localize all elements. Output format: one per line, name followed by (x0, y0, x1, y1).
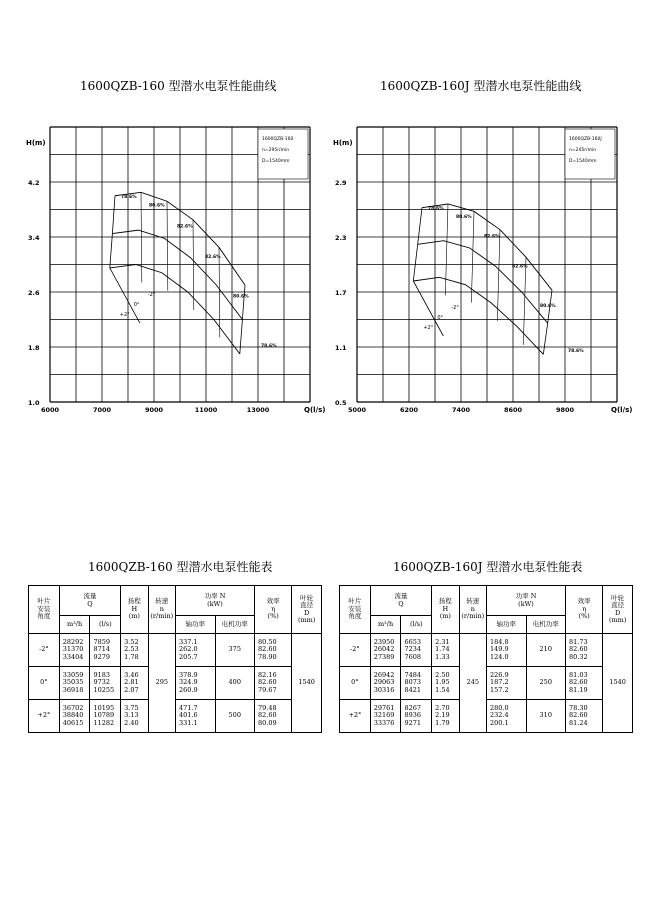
header-diameter: 叶轮 直径 D (mm) (292, 586, 322, 634)
table-row (29, 634, 322, 667)
head: 2.31 1.74 1.33 (432, 634, 459, 667)
flow-ls: 9183 9732 10255 (90, 667, 121, 700)
shaft-power: 337.1 262.0 205.7 (176, 634, 216, 667)
blade-angle-label: 0° (437, 315, 444, 321)
efficiency-label: 82.6% (177, 224, 193, 230)
efficiency-label: 80.6% (233, 294, 249, 300)
table-row (340, 667, 633, 700)
efficiency-label: 78.6% (428, 206, 444, 212)
performance-chart-left (18, 122, 328, 422)
x-axis-label: Q(l/s) (304, 406, 326, 414)
flow-m3h: 29761 32169 33376 (370, 700, 401, 733)
blade-angle-label: +2° (423, 325, 434, 331)
flow-m3h: 33059 35035 36918 (59, 667, 90, 700)
iso-efficiency-line (167, 201, 168, 291)
speed-value: 245 (459, 634, 486, 733)
header-efficiency: 效率 η (%) (566, 586, 603, 634)
blade-angle-label: -2° (147, 291, 156, 298)
iso-efficiency-line (471, 211, 474, 302)
y-tick-label: 3.4 (28, 234, 40, 242)
efficiency-label: 80.6% (540, 304, 556, 310)
legend-text: 1600QZB-160J (569, 137, 602, 142)
performance-curve (112, 230, 242, 319)
header-shaft-power: 轴功率 (487, 616, 527, 634)
blade-angle-label: -2° (451, 305, 459, 311)
iso-efficiency-line (141, 192, 142, 282)
legend-text: n=295r/min (262, 148, 290, 153)
head: 3.52 2.53 1.78 (121, 634, 148, 667)
efficiency-label: 78.6% (261, 344, 277, 350)
head: 2.70 2.19 1.79 (432, 700, 459, 733)
chart-title-right: 1600QZB-160J 型潜水电泵性能曲线 (380, 79, 582, 93)
performance-curve (413, 277, 543, 354)
flow-ls: 6653 7234 7608 (401, 634, 432, 667)
legend-text: 1600QZB-160 (262, 137, 294, 142)
efficiency-label: 78.6% (121, 194, 137, 200)
header-angle: 叶片 安装 角度 (340, 586, 371, 634)
efficiency-label: 82.6% (484, 234, 500, 240)
x-tick-label: 6200 (399, 406, 419, 414)
blade-angle: 0° (340, 667, 371, 700)
table-row (340, 634, 633, 667)
efficiency: 78.30 82.60 81.24 (566, 700, 603, 733)
header-flow-ls: (l/s) (401, 616, 432, 634)
y-tick-label: 2.6 (28, 289, 40, 297)
header-flow-m3h: m³/h (59, 616, 90, 634)
x-tick-label: 6000 (40, 406, 60, 414)
performance-table-right (339, 585, 633, 733)
motor-power: 250 (526, 667, 566, 700)
flow-m3h: 26942 29063 30316 (370, 667, 401, 700)
diameter-value: 1540 (292, 634, 322, 733)
speed-value: 295 (148, 634, 175, 733)
header-flow: 流量 Q (59, 586, 120, 616)
motor-power: 310 (526, 700, 566, 733)
iso-efficiency-line (497, 230, 500, 321)
blade-angle-label: +2° (119, 311, 130, 318)
header-angle: 叶片 安装 角度 (29, 586, 60, 634)
diameter-value: 1540 (603, 634, 633, 733)
table-title-left: 1600QZB-160 型潜水电泵性能表 (88, 560, 273, 574)
legend-text: D=1540mm (262, 159, 290, 164)
flow-ls: 7484 8073 8421 (401, 667, 432, 700)
blade-angle-label: 0° (133, 301, 140, 308)
x-tick-label: 13000 (246, 406, 270, 414)
shaft-power: 226.9 187.2 157.2 (487, 667, 527, 700)
header-power: 功率 N (kW) (487, 586, 566, 616)
y-axis-label: H(m) (26, 139, 46, 147)
performance-curve (418, 241, 548, 324)
header-motor-power: 电机功率 (215, 616, 255, 634)
y-tick-label: 1.0 (28, 399, 40, 407)
flow-ls: 7859 8714 9279 (90, 634, 121, 667)
y-tick-label: 4.2 (28, 179, 40, 187)
header-head: 扬程 H (m) (432, 586, 459, 634)
iso-efficiency-line (523, 257, 526, 345)
efficiency-label: 82.6% (205, 254, 221, 260)
flow-m3h: 28292 31370 33404 (59, 634, 90, 667)
y-tick-label: 2.9 (335, 179, 347, 187)
header-shaft-power: 轴功率 (176, 616, 216, 634)
header-speed: 转速 n (r/min) (459, 586, 486, 634)
efficiency: 81.73 82.60 80.32 (566, 634, 603, 667)
head: 3.75 3.13 2.40 (121, 700, 148, 733)
efficiency-label: 78.6% (568, 349, 584, 355)
y-tick-label: 2.3 (335, 234, 347, 242)
blade-angle: +2° (340, 700, 371, 733)
table-row (29, 700, 322, 733)
shaft-power: 280.0 232.4 200.1 (487, 700, 527, 733)
efficiency-label: 80.6% (456, 215, 472, 220)
blade-angle: +2° (29, 700, 60, 733)
blade-angle: -2° (340, 634, 371, 667)
table-title-right: 1600QZB-160J 型潜水电泵性能表 (393, 560, 583, 574)
iso-efficiency-line (193, 220, 194, 310)
legend-text: D=1540mm (569, 159, 597, 164)
shaft-power: 184.8 149.9 124.0 (487, 634, 527, 667)
header-flow: 流量 Q (370, 586, 431, 616)
efficiency-label: 80.6% (149, 203, 165, 209)
performance-curve (110, 265, 240, 354)
table-row (29, 667, 322, 700)
x-axis-label: Q(l/s) (611, 406, 633, 414)
performance-table-left (28, 585, 322, 733)
header-speed: 转速 n (r/min) (148, 586, 175, 634)
efficiency: 81.03 82.60 81.19 (566, 667, 603, 700)
x-tick-label: 9800 (555, 406, 575, 414)
header-efficiency: 效率 η (%) (255, 586, 292, 634)
iso-efficiency-line (445, 204, 448, 295)
head: 2.50 1.95 1.54 (432, 667, 459, 700)
efficiency: 79.48 82.60 80.09 (255, 700, 292, 733)
header-motor-power: 电机功率 (526, 616, 566, 634)
y-axis-label: H(m) (333, 139, 353, 147)
y-tick-label: 1.1 (335, 344, 347, 352)
shaft-power: 378.9 324.9 260.9 (176, 667, 216, 700)
x-tick-label: 11000 (194, 406, 218, 414)
header-head: 扬程 H (m) (121, 586, 148, 634)
header-flow-ls: (l/s) (90, 616, 121, 634)
efficiency: 82.16 82.60 79.67 (255, 667, 292, 700)
header-diameter: 叶轮 直径 D (mm) (603, 586, 633, 634)
x-tick-label: 5000 (347, 406, 367, 414)
x-tick-label: 9000 (144, 406, 164, 414)
y-tick-label: 1.7 (335, 289, 347, 297)
motor-power: 210 (526, 634, 566, 667)
performance-chart-right (325, 122, 635, 422)
motor-power: 400 (215, 667, 255, 700)
head: 3.46 2.81 2.07 (121, 667, 148, 700)
table-row (340, 700, 633, 733)
operating-range-right-boundary (543, 290, 552, 354)
header-power: 功率 N (kW) (176, 586, 255, 616)
y-tick-label: 0.5 (335, 399, 347, 407)
motor-power: 500 (215, 700, 255, 733)
flow-m3h: 23950 26042 27389 (370, 634, 401, 667)
iso-efficiency-line (219, 247, 220, 337)
header-flow-m3h: m³/h (370, 616, 401, 634)
y-tick-label: 1.8 (28, 344, 40, 352)
efficiency-label: 82.6% (512, 264, 528, 270)
x-tick-label: 8600 (503, 406, 523, 414)
flow-m3h: 36702 38840 40615 (59, 700, 90, 733)
motor-power: 375 (215, 634, 255, 667)
efficiency: 80.50 82.60 78.90 (255, 634, 292, 667)
blade-angle: 0° (29, 667, 60, 700)
blade-angle: -2° (29, 634, 60, 667)
shaft-power: 471.7 401.6 331.1 (176, 700, 216, 733)
x-tick-label: 7400 (451, 406, 471, 414)
x-tick-label: 7000 (92, 406, 112, 414)
chart-title-left: 1600QZB-160 型潜水电泵性能曲线 (80, 79, 277, 93)
flow-ls: 10195 10789 11282 (90, 700, 121, 733)
flow-ls: 8267 8936 9271 (401, 700, 432, 733)
legend-text: n=245r/min (569, 148, 597, 153)
